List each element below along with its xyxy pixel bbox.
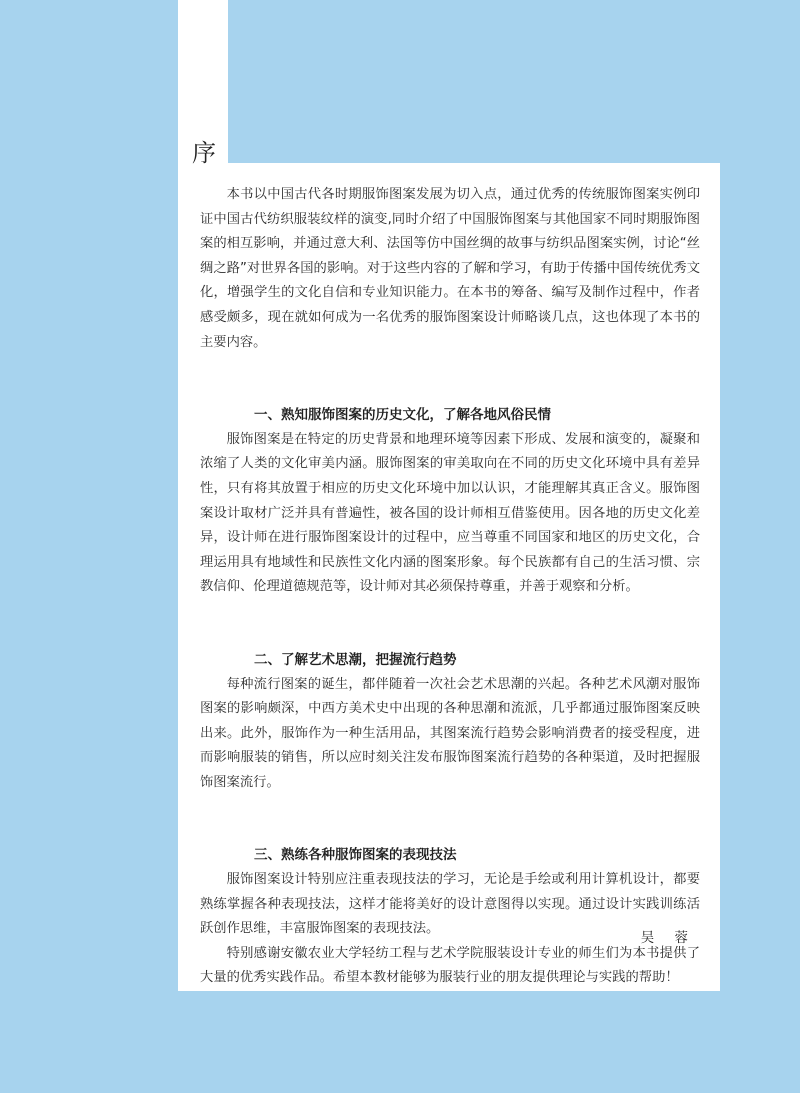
section-gap [200, 355, 700, 379]
section-gap [200, 600, 700, 624]
section-heading-history: 一、熟知服饰图案的历史文化，了解各地风俗民情 [254, 407, 551, 424]
section-gap [200, 624, 700, 648]
thanks-paragraph: 特别感谢安徽农业大学轻纺工程与艺术学院服装设计专业的师生们为本书提供了大量的优秀实践作品。希望本教材能够为服装行业的朋友提供理论与实践的帮助！ [200, 945, 700, 986]
preface-content [200, 183, 700, 991]
section-heading-trends: 二、了解艺术思潮，把握流行趋势 [254, 651, 457, 668]
section-body-trends: 每种流行图案的诞生，都伴随着一次社会艺术思潮的兴起。各种艺术风潮对服饰图案的影响颇深，中西方美术史中出现的各种思潮和流派，几乎都通过服饰图案反映出来。此外，服饰作为一种生活用品，其图案流行趋势会影响消费者的接受程度，进而影响服装的销售，所以应时刻关注发布服饰图案流行趋势的各种渠道，及时把握服饰图案流行。 [200, 676, 700, 790]
preface-title: 序 [192, 139, 216, 167]
section-gap [200, 819, 700, 843]
section-gap [200, 379, 700, 403]
section-gap [200, 795, 700, 819]
intro-paragraph: 本书以中国古代各时期服饰图案发展为切入点，通过优秀的传统服饰图案实例印证中国古代纺织服装纹样的演变,同时介绍了中国服饰图案与其他国家不同时期服饰图案的相互影响，并通过意大利、法国等仿中国丝绸的故事与纺织品图案实例，讨论“丝绸之路”对世界各国的影响。对于这些内容的了解和学习，有助于传播中国传统优秀文化，增强学生的文化自信和专业知识能力。在本书的筹备、编写及制作过程中，作者感受颇多，现在就如何成为一名优秀的服饰图案设计师略谈几点，这也体现了本书的主要内容。 [200, 187, 700, 350]
author-signature: 吴 蓉 [640, 930, 696, 946]
section-body-techniques: 服饰图案设计特别应注重表现技法的学习，无论是手绘或利用计算机设计，都要熟练掌握各种表现技法，这样才能将美好的设计意图得以实现。通过设计实践训练活跃创作思维，丰富服饰图案的表现技法。 [200, 872, 700, 937]
section-body-history: 服饰图案是在特定的历史背景和地理环境等因素下形成、发展和演变的，凝聚和浓缩了人类的文化审美内涵。服饰图案的审美取向在不同的历史文化环境中具有差异性，只有将其放置于相应的历史文化环境中加以认识，才能理解其真正含义。服饰图案设计取材广泛并具有普遍性，被各国的设计师相互借鉴使用。因各地的历史文化差异，设计师在进行服饰图案设计的过程中，应当尊重不同国家和地区的历史文化，合理运用具有地域性和民族性文化内涵的图案形象。每个民族都有自己的生活习惯、宗教信仰、伦理道德规范等，设计师对其必须保持尊重，并善于观察和分析。 [200, 431, 700, 595]
section-heading-techniques: 三、熟练各种服饰图案的表现技法 [254, 847, 457, 864]
